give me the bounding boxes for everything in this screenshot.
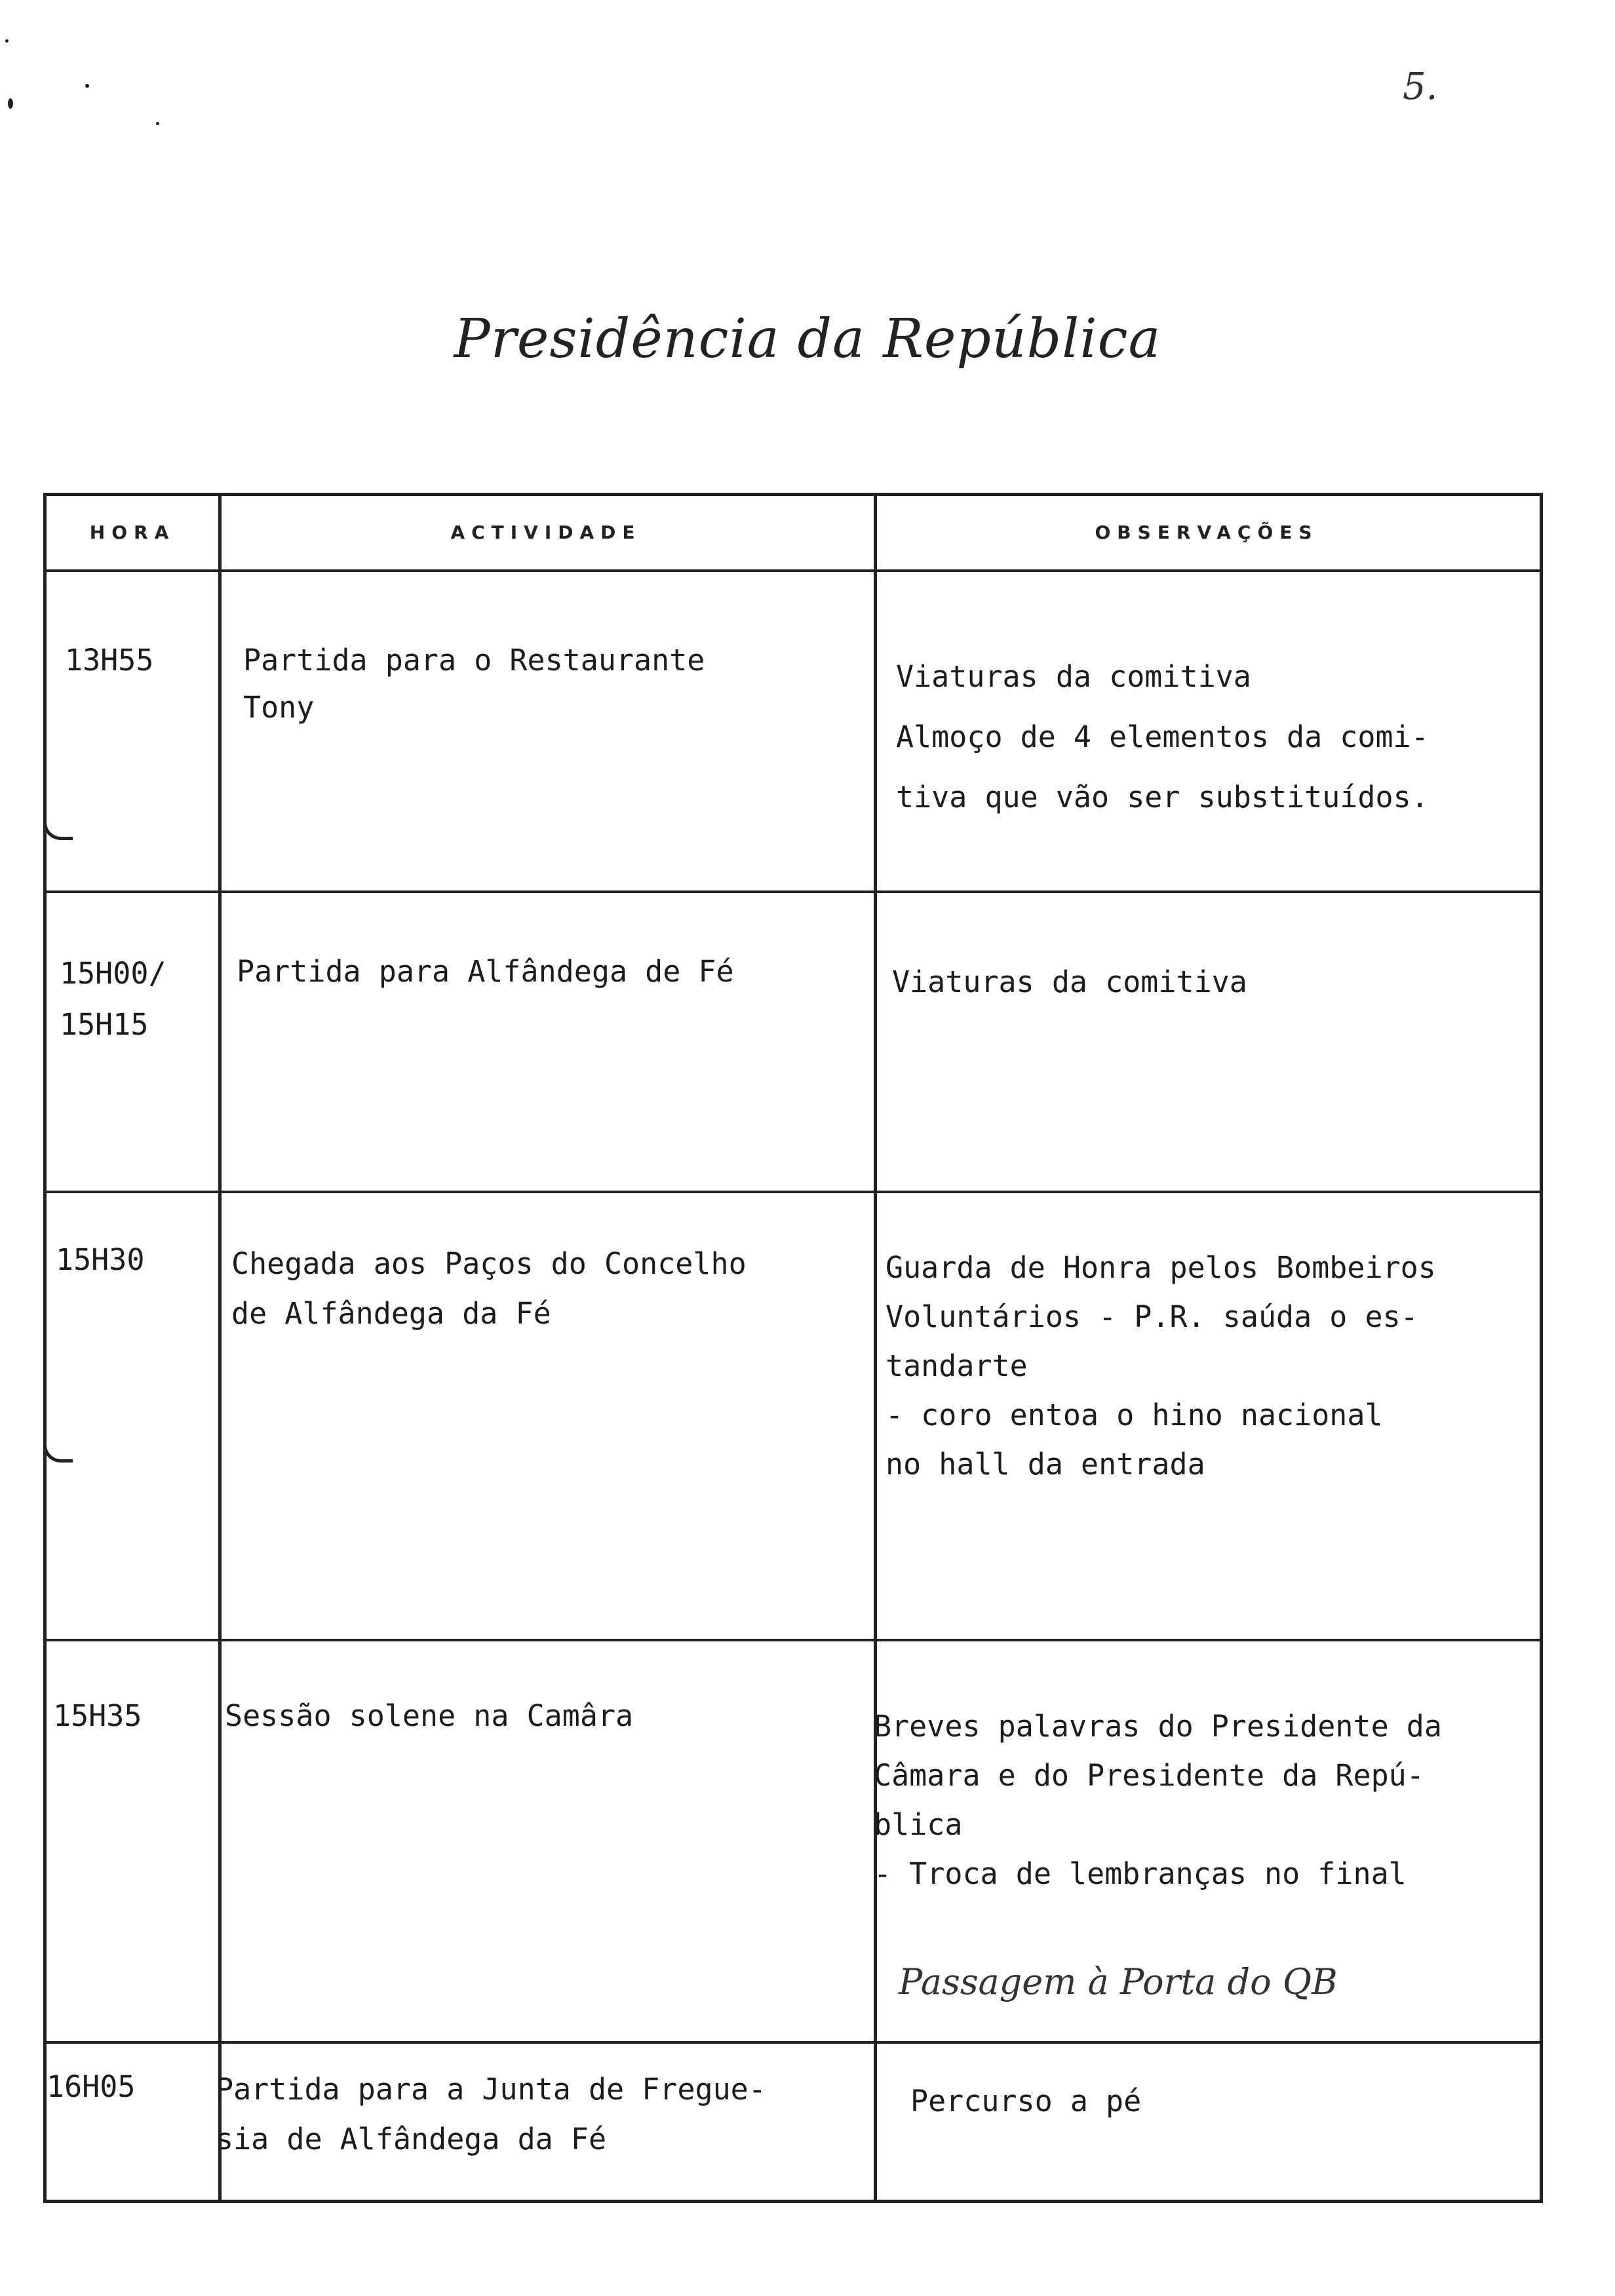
header-hora: HORA: [89, 521, 176, 543]
header-divider: [47, 569, 1540, 572]
handwritten-note: Passagem à Porta do QB: [899, 1961, 1338, 2002]
page-mark: 5.: [1403, 66, 1438, 108]
row-4-observacoes: Breves palavras do Presidente da Câmara e do Presidente da Repú- blica - Troca de lembranças no final: [874, 1709, 1442, 1891]
page-heading: Presidência da República: [454, 308, 1161, 370]
scan-speck: [5, 39, 9, 43]
row-1-actividade: Partida para o Restaurante Tony: [243, 643, 705, 725]
row-3-hora: 15H30: [56, 1242, 145, 1277]
row-2-observacoes: Viaturas da comitiva: [892, 965, 1247, 999]
row-2-hora: 15H00/ 15H15: [60, 956, 166, 1042]
row-1-observacoes: Viaturas da comitiva Almoço de 4 elementos da comi- tiva que vão ser substituídos.: [896, 659, 1429, 814]
row-5-actividade: Partida para a Junta de Fregue- sia de Alfândega da Fé: [216, 2072, 766, 2156]
schedule-table: [43, 493, 1543, 2203]
row-5-hora: 16H05: [47, 2069, 136, 2104]
row-4-hora: 15H35: [53, 1698, 142, 1733]
row-5-observacoes: Percurso a pé: [910, 2084, 1142, 2118]
row-3-observacoes: Guarda de Honra pelos Bombeiros Voluntários - P.R. saúda o es- tandarte - coro entoa o hino nacional no hall da entrada: [885, 1250, 1436, 1482]
scan-speck: [156, 122, 159, 125]
row-divider: [43, 2041, 1543, 2044]
row-3-actividade: Chegada aos Paços do Concelho de Alfândega da Fé: [231, 1246, 747, 1331]
row-divider: [43, 890, 1543, 893]
row-4-actividade: Sessão solene na Camâra: [225, 1698, 634, 1733]
column-divider: [874, 496, 877, 2200]
row-divider: [43, 1639, 1543, 1641]
row-divider: [43, 1191, 1543, 1193]
row-2-actividade: Partida para Alfândega de Fé: [237, 954, 734, 989]
scan-speck: [8, 98, 13, 109]
column-divider: [218, 496, 222, 2200]
header-actividade: ACTIVIDADE: [450, 521, 642, 543]
row-1-hora: 13H55: [65, 643, 154, 678]
scan-speck: [85, 84, 89, 88]
header-observacoes: OBSERVAÇÕES: [1095, 521, 1319, 543]
